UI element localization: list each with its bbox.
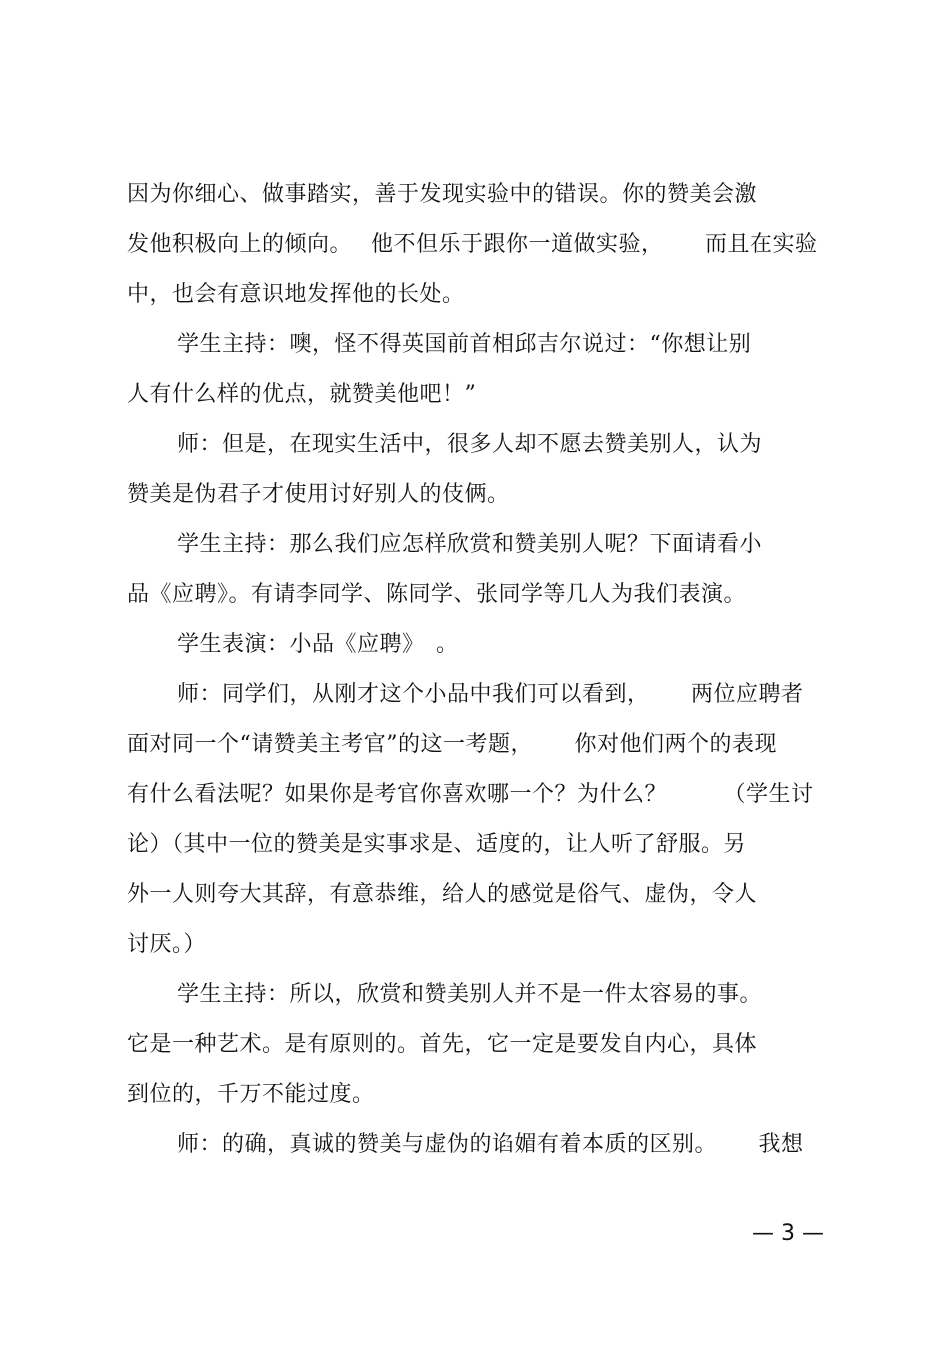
text-line: 因为你细心、做事踏实，善于发现实验中的错误。你的赞美会激 xyxy=(127,182,758,207)
text-line: 论）（其中一位的赞美是实事求是、适度的，让人听了舒服。另 xyxy=(127,832,747,857)
text-line: 面对同一个“请赞美主考官”的这一考题， 你对他们两个的表现 xyxy=(127,732,777,757)
text-line: 人有什么样的优点，就赞美他吧！” xyxy=(127,382,477,407)
text-line: 中，也会有意识地发挥他的长处。 xyxy=(127,282,465,307)
text-line: 发他积极向上的倾向。 他不但乐于跟你一道做实验， 而且在实验 xyxy=(127,232,818,257)
paragraph-start-line: 学生主持：噢，怪不得英国前首相邱吉尔说过：“你想让别 xyxy=(177,332,752,357)
text-line: 到位的，千万不能过度。 xyxy=(127,1082,375,1107)
paragraph-start-line: 师：的确，真诚的赞美与虚伪的谄媚有着本质的区别。 我想 xyxy=(177,1132,804,1157)
text-line: 它是一种艺术。是有原则的。首先，它一定是要发自内心，具体 xyxy=(127,1032,758,1057)
paragraph-start-line: 学生主持：那么我们应怎样欣赏和赞美别人呢？下面请看小 xyxy=(177,532,763,557)
text-line: 有什么看法呢？如果你是考官你喜欢哪一个？为什么？ （学生讨 xyxy=(127,782,814,807)
paragraph-start-line: 师：但是，在现实生活中，很多人却不愿去赞美别人，认为 xyxy=(177,432,763,457)
paragraph-start-line: 学生表演：小品《应聘》 。 xyxy=(177,632,459,657)
page-number: — 3 — xyxy=(752,1221,824,1246)
text-line: 赞美是伪君子才使用讨好别人的伎俩。 xyxy=(127,482,510,507)
text-line: 品《应聘》。有请李同学、陈同学、张同学等几人为我们表演。 xyxy=(127,582,747,607)
text-line: 外一人则夸大其辞，有意恭维，给人的感觉是俗气、虚伪，令人 xyxy=(127,882,758,907)
text-line: 讨厌。） xyxy=(127,932,207,957)
paragraph-start-line: 学生主持：所以，欣赏和赞美别人并不是一件太容易的事。 xyxy=(177,982,763,1007)
paragraph-start-line: 师：同学们，从刚才这个小品中我们可以看到， 两位应聘者 xyxy=(177,682,804,707)
